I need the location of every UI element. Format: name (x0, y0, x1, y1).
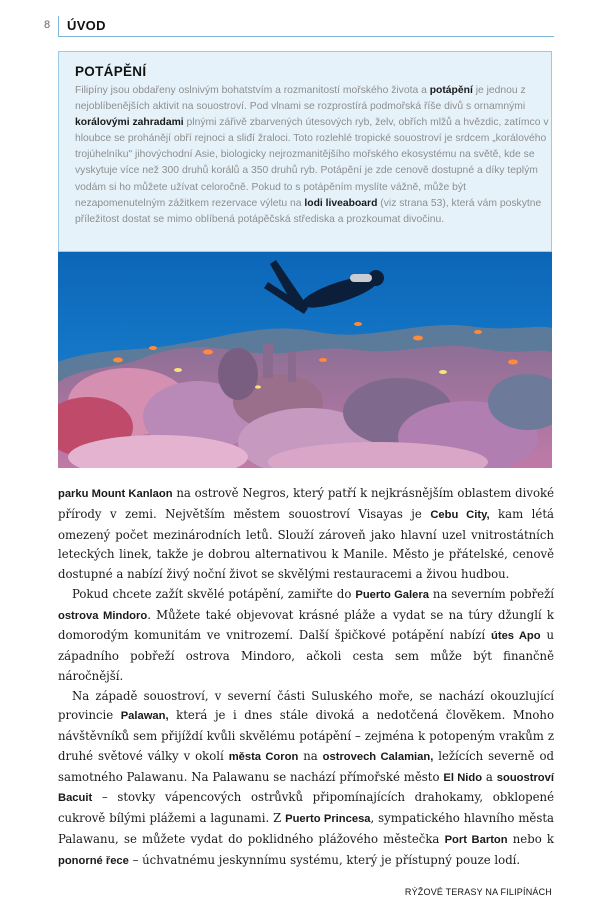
bold-term: útes Apo (491, 630, 541, 643)
body-paragraph (58, 585, 554, 687)
bold-term: El Nido (443, 771, 483, 784)
text-run: na (298, 748, 323, 763)
page-header (34, 16, 554, 40)
body-paragraph (58, 484, 554, 585)
bold-term: souostroví Bacuit (58, 771, 554, 805)
footer-caption: RÝŽOVÉ TERASY NA FILIPÍNÁCH (404, 887, 552, 897)
body-paragraph (58, 687, 554, 872)
text-run: u západního pobřeží ostrova Mindoro, ačkoli cesta sem může být finančně náročnější. (58, 628, 554, 683)
text-run: plnými zářivě zbarvených útesových ryb, želv, obřích mlžů a hvězdic, zatímco v hloubce se prohánějí obří rejnoci a sliđí žraloci. Toto rozlehlé tropické souostroví je srdcem „korálového trojúhelníku" jihovýchodní Asie, biologicky nejrozmanitějšího mořského ekosystému na světě, kde se vyskytuje více než 300 druhů korálů a 350 druhů ryb. Potápění je zde cenově dostupné a díky teplým vodám si ho můžete užívat celoročně. Pokud to s potápěním myslíte vážně, může být nezapomenutelným zážitkem rezervace výletu na (75, 117, 549, 209)
bold-term: Port Barton (444, 833, 508, 846)
text-run: na ostrově Negros, který patří k nejkrásnějším oblastem divoké přírody v zemi. Největším městem souostroví Visayas je (58, 486, 554, 521)
header-divider-horizontal (58, 36, 554, 37)
sidebar-title: POTÁPĚNÍ (75, 64, 147, 79)
bold-term: Puerto Princesa (285, 813, 371, 825)
text-run: Na západě souostroví, v severní části Suluského moře, se nachází okouzlující provincie (58, 688, 554, 723)
text-run: – stovky vápencových ostrůvků připomínajících drahokamy, obklopené cukrově bílými plážemi a lagunami. Z (58, 790, 554, 825)
text-run: je jednou z nejoblíbenějších aktivit na souostroví. Pod vlnami se rozprostírá podmořská říše divů s ornamnými (75, 85, 526, 113)
bold-term: lodi liveaboard (304, 197, 378, 209)
text-run: , sympatického hlavního města Palawanu, se můžete vydat do poklidného plážového městečka (58, 811, 554, 846)
text-run: – úchvatnému jeskynnímu systému, který je přístupný pouze lodí. (128, 852, 521, 867)
text-run: Filipíny jsou obdařeny oslnivým bohatstvím a rozmanitostí mořského života a (75, 85, 430, 96)
bold-term: korálovými zahradami (75, 117, 184, 129)
bold-term: ponorné řece (58, 854, 129, 867)
coral-reef-illustration (58, 252, 552, 468)
bold-term: Palawan, (120, 710, 169, 723)
bold-term: Cebu City, (430, 508, 490, 521)
diving-sidebar-box (58, 51, 552, 252)
header-divider-vertical (58, 16, 59, 36)
text-run: kam létá omezený počet mezinárodních letů. Slouží zároveň jako hlavní uzel vnitrostátních leteckých linek, takže je dobrou alternativou k Manile. Město je přátelské, cenově dostupné a nabízí živý noční život se skvělými restauracemi a živou hudbou. (58, 506, 554, 581)
text-run: nebo k (507, 831, 555, 846)
bold-term: Puerto Galera (355, 588, 429, 601)
main-body-text (58, 484, 554, 871)
bold-term: ostrovech Calamian, (322, 750, 434, 763)
text-run: na severním pobřeží (428, 586, 554, 601)
text-run: . Můžete také objevovat krásné pláže a vydat se na túry džunglí k domorodým komunitám ve vnitrozemí. Další špičkové potápění nabízí (58, 607, 555, 643)
sidebar-paragraph (75, 83, 549, 228)
bold-term: parku Mount Kanlaon (58, 488, 173, 500)
bold-term: ostrova Mindoro (58, 609, 148, 622)
section-title: ÚVOD (67, 18, 106, 33)
bold-term: města Coron (228, 750, 299, 763)
text-run: a (482, 769, 497, 784)
text-run: (viz strana 53), která vám poskytne příležitost dostat se mimo oblíbená potápěčská střediska a prozkoumat divočinu. (75, 197, 542, 225)
text-run: ležících severně od samotného Palawanu. Na Palawanu se nachází přímořské město (58, 748, 554, 784)
bold-term: potápění (429, 85, 473, 96)
text-run: Pokud chcete zažít skvělé potápění, zamiřte do (72, 586, 356, 601)
coral-reef-diver-photo (58, 252, 552, 468)
page-number: 8 (44, 19, 51, 31)
text-run: která je i dnes stále divoká a nedotčená člověkem. Mnoho návštěvníků sem přijíždí kvůli skvělému potápění – zejména k potopeným vrakům z druhé světové války v okolí (58, 708, 554, 763)
